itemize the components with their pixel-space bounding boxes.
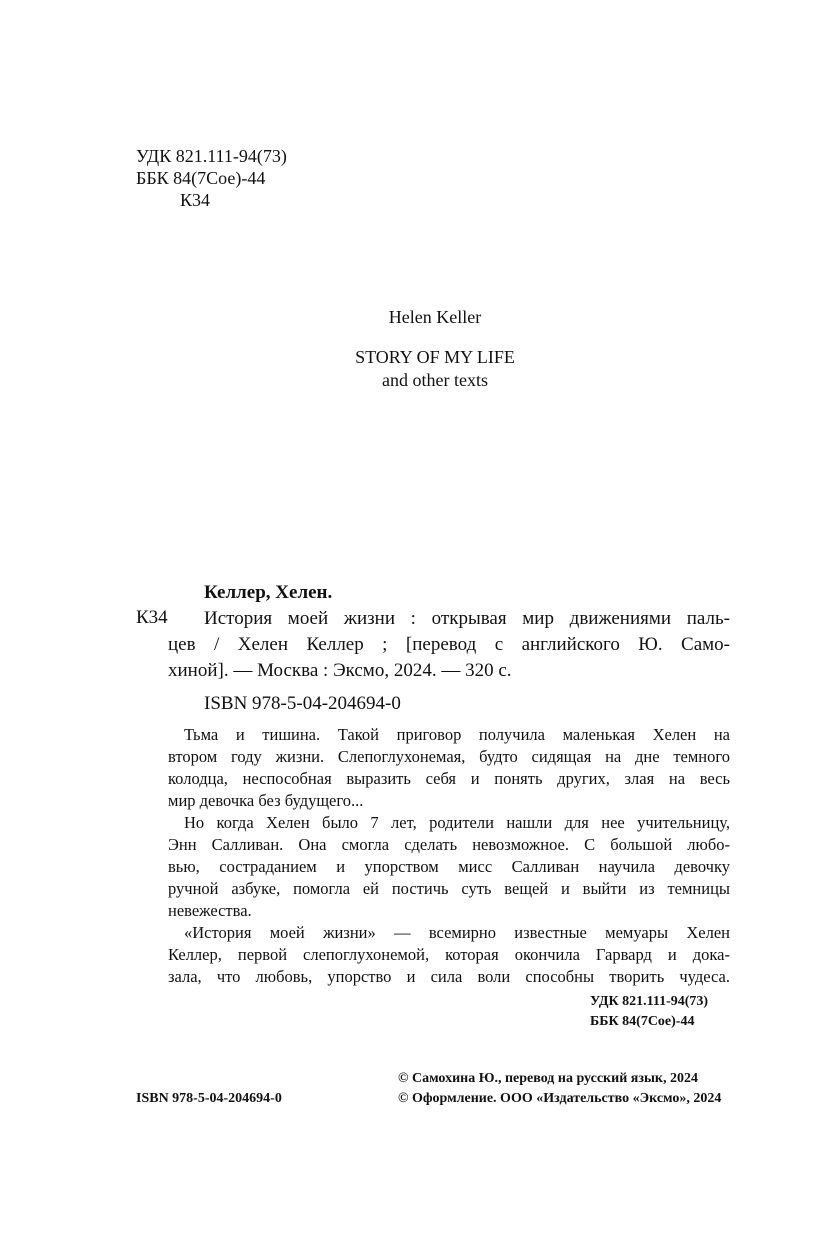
record-heading: Келлер, Хелен. — [204, 582, 333, 603]
annotation-line: Тьма и тишина. Такой приговор получила маленькая Хелен на — [184, 725, 730, 744]
original-title: STORY OF MY LIFE — [355, 347, 515, 367]
annotation-line: колодца, неспособная выразить себя и понять других, злая на весь — [168, 769, 730, 788]
original-author: Helen Keller — [388, 307, 482, 327]
original-subtitle: and other texts — [382, 370, 488, 390]
record-isbn: ISBN 978-5-04-204694-0 — [204, 693, 401, 714]
record-line-1: История моей жизни : открывая мир движениями паль- — [204, 608, 730, 629]
bottom-isbn: ISBN 978-5-04-204694-0 — [136, 1091, 282, 1106]
copyright-design: © Оформление. ООО «Издательство «Эксмо», 2024 — [398, 1091, 722, 1106]
annotation-line: ручной азбуке, помогла ей постичь суть вещей и выйти из темницы — [168, 879, 730, 898]
bbk-code: ББК 84(7Сое)-44 — [136, 168, 266, 188]
annotation-line: Но когда Хелен было 7 лет, родители нашли для нее учительницу, — [184, 813, 730, 832]
record-index: К34 — [136, 607, 168, 628]
annotation-line: невежества. — [168, 901, 252, 920]
annotation-line: вью, состраданием и упорством мисс Салливан научила девочку — [168, 857, 730, 876]
annotation-line: «История моей жизни» — всемирно известные мемуары Хелен — [184, 923, 730, 942]
annotation-line: мир девочка без будущего... — [168, 791, 364, 810]
footer-bbk-code: ББК 84(7Сое)-44 — [590, 1014, 695, 1029]
annotation-line: зала, что любовь, упорство и сила воли способны творить чудеса. — [168, 967, 730, 986]
udk-code: УДК 821.111-94(73) — [136, 146, 287, 166]
annotation-line: Келлер, первой слепоглухонемой, которая окончила Гарвард и дока- — [168, 945, 730, 964]
annotation-line: втором году жизни. Слепоглухонемая, будто сидящая на дне темного — [168, 747, 730, 766]
annotation — [168, 724, 730, 988]
record-line-3: хиной]. — Москва : Эксмо, 2024. — 320 с. — [168, 660, 512, 681]
record-line-2: цев / Хелен Келлер ; [перевод с английского Ю. Само- — [168, 634, 730, 655]
footer-udk-code: УДК 821.111-94(73) — [590, 994, 709, 1009]
author-sign: К34 — [180, 190, 211, 210]
annotation-line: Энн Салливан. Она смогла сделать невозможное. С большой любо- — [168, 835, 730, 854]
copyright-translation: © Самохина Ю., перевод на русский язык, 2024 — [398, 1071, 698, 1086]
